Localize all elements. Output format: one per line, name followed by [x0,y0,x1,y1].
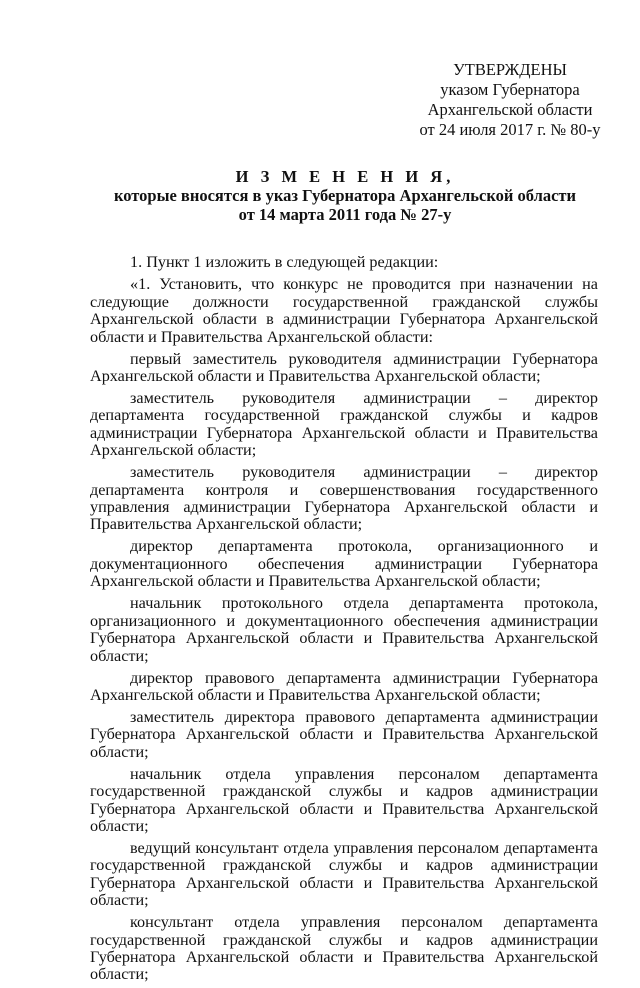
paragraph: заместитель руководителя администрации – директор департамента государственной гражданской службы и кадров администрации Губернатора Архангельской области и Правительства Архангельской области; [90,389,598,460]
paragraph: первый заместитель руководителя администрации Губернатора Архангельской области и Правительства Архангельской области; [90,349,598,386]
paragraph: 1. Пункт 1 изложить в следующей редакции: [130,253,439,271]
approval-line-2: указом Губернатора [440,80,580,99]
title-line-1: которые вносятся в указ Губернатора Архангельской области [113,186,577,205]
document-body [90,254,598,988]
title-line-2: от 14 марта 2011 года № 27-у [238,205,452,224]
approval-line-1: УТВЕРЖДЕНЫ [453,60,567,79]
title-heading: И З М Е Н Е Н И Я, [235,167,455,186]
paragraph: заместитель директора правового департамента администрации Губернатора Архангельской области и Правительства Архангельской области; [90,707,598,761]
paragraph: «1. Установить, что конкурс не проводится при назначении на следующие должности государственной гражданской службы Архангельской области в администрации Губернатора Архангельской области и Правительства Архангельской области: [90,275,598,346]
paragraph: заместитель руководителя администрации – директор департамента контроля и совершенствования государственного управления администрации Губернатора Архангельской области и Правительства Архангельской области; [90,463,598,534]
approval-stamp [410,60,610,140]
paragraph: начальник отдела управления персоналом департамента государственной гражданской службы и кадров администрации Губернатора Архангельской области и Правительства Архангельской области; [90,764,598,835]
paragraph: консультант отдела управления персоналом департамента государственной гражданской службы и кадров администрации Губернатора Архангельской области и Правительства Архангельской области; [90,913,598,984]
paragraph: директор правового департамента администрации Губернатора Архангельской области и Правительства Архангельской области; [90,668,598,704]
paragraph: ведущий консультант отдела управления персоналом департамента государственной гражданской службы и кадров администрации Губернатора Архангельской области и Правительства Архангельской области; [90,838,598,910]
approval-line-3: Архангельской области [427,100,593,119]
paragraph: директор департамента протокола, организационного и документационного обеспечения администрации Губернатора Архангельской области и Правительства Архангельской области; [90,537,598,591]
paragraph: начальник протокольного отдела департамента протокола, организационного и документационного обеспечения администрации Губернатора Архангельской области и Правительства Архангельской области; [90,594,598,665]
document-title [90,167,600,224]
approval-line-4: от 24 июля 2017 г. № 80-у [419,120,601,139]
